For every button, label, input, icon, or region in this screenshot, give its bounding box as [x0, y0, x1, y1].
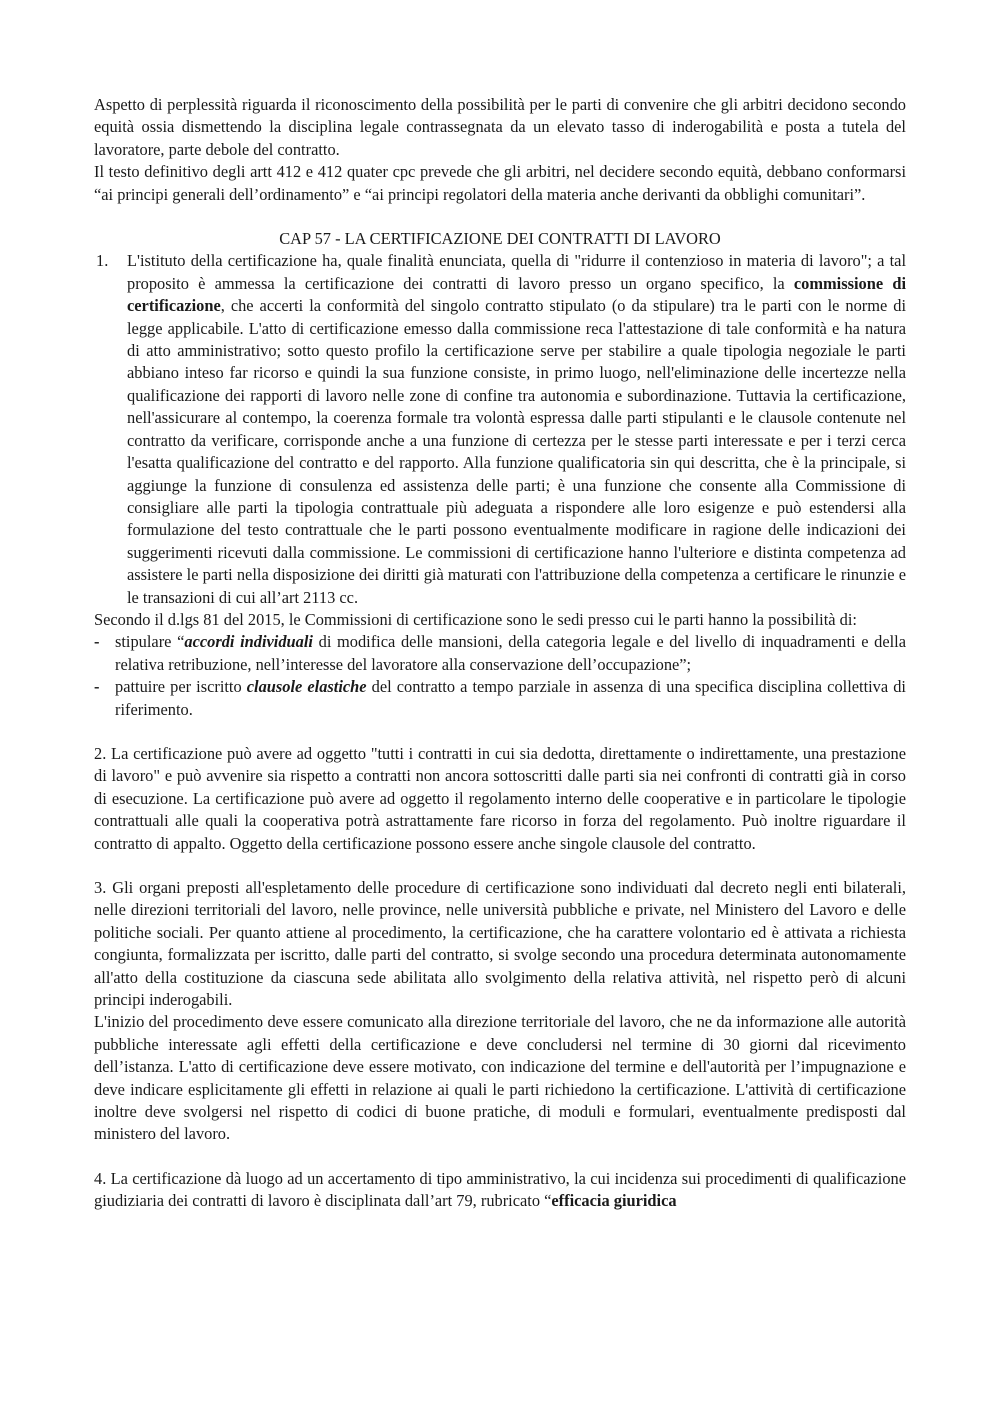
- dlgs-item-2-emphasis: clausole elastiche: [246, 677, 367, 697]
- section-2-paragraph: 2. La certificazione può avere ad oggetto "tutti i contratti in cui sia dedotta, direttamente o indirettamente, una prestazione di lavoro" e può avvenire sia rispetto a contratti non ancora sottoscritti dalle parti sia nei confronti di contratti già in corso di esecuzione. La certificazione può avere ad oggetto il regolamento interno delle cooperative e in particolare le tipologie contrattuali alle quali la cooperativa potrà astrattamente fare ricorso in forza del regolamento. Può inoltre riguardare il contratto di appalto. Oggetto della certificazione possono essere anche singole clausole del contratto.: [94, 743, 906, 853]
- dlgs-item-1-emphasis: accordi individuali: [184, 632, 313, 652]
- spacer: [94, 206, 906, 228]
- spacer: [94, 1146, 906, 1168]
- section-1-number: 1.: [96, 251, 109, 271]
- dlgs-item-1-after: di modifica delle mansioni, della categoria legale e del livello di inquadramenti e della relativa retribuzione, nell’interesse del lavoratore alla conservazione dell’occupazione”;: [115, 632, 906, 674]
- chapter-title: CAP 57 - LA CERTIFICAZIONE DEI CONTRATTI DI LAVORO: [279, 229, 721, 249]
- section-1-text-after: , che accerti la conformità del singolo contratto stipulato (o da stipulare) tra le parti con le norme di legge applicabile. L'atto di certificazione emesso dalla commissione reca l'attestazione di tale conformità e ha natura di atto amministrativo; sotto questo profilo la certificazione serve per stabilire a quale tipologia negoziale le parti abbiano inteso far ricorso e quindi la sua funzione consiste, in primo luogo, nell'eliminazione delle incertezze nella qualificazione dei rapporti di lavoro nelle zone di confine tra autonomia e subordinazione. Tuttavia la certificazione, nell'assicurare al contempo, la coerenza formale tra volontà espressa dalle parti stipulanti e le clausole contenute nel contratto da verificare, corrisponde anche a una funzione di certezza per le stesse parti interessate e per i terzi cerca l'esatta qualificazione del contratto e del rapporto. Alla funzione qualificatoria sin qui descritta, che è la principale, si aggiunge la funzione di consulenza ed assistenza delle parti; è una funzione che consente alla Commissione di consigliare alle parti la tipologia contrattuale più adeguata a rispondere alle loro esigenze e può estendersi alla formulazione del testo contrattuale che le parti possono eventualmente modificare in ragione delle indicazioni dei suggerimenti ricevuti dalla commissione. Le commissioni di certificazione hanno l'ulteriore e distinta competenza ad assistere le parti nella disposizione dei diritti già maturati con l'attribuzione della competenza a certificare le rinunzie e le transazioni di cui all’art 2113 cc.: [127, 296, 906, 607]
- section-4-paragraph: [94, 1168, 906, 1213]
- dlgs-list-item-1: [94, 631, 906, 676]
- intro-paragraph-2: Il testo definitivo degli artt 412 e 412 quater cpc prevede che gli arbitri, nel decidere secondo equità, debbano conformarsi “ai principi generali dell’ordinamento” e “ai principi regolatori della materia anche derivanti da obblighi comunitari”.: [94, 162, 906, 204]
- dlgs-list-item-2-text: [115, 676, 906, 721]
- list-dash: -: [94, 677, 100, 697]
- section-3-paragraph-2: L'inizio del procedimento deve essere comunicato alla direzione territoriale del lavoro, che ne da informazione alle autorità pubbliche interessate agli effetti della certificazione e deve concludersi nel termine di 30 giorni dal ricevimento dell’istanza. L'atto di certificazione deve essere motivato, con indicazione del termine e dell'autorità per l’impugnazione e deve indicare esplicitamente gli effetti in relazione ai quali le parti richiedono la certificazione. L'attività di certificazione inoltre deve svolgersi nel rispetto di codici di buone pratiche, di moduli e formulari, eventualmente predisposti dal ministero del lavoro.: [94, 1012, 906, 1144]
- dlgs-intro: Secondo il d.lgs 81 del 2015, le Commissioni di certificazione sono le sedi presso cui le parti hanno la possibilità di:: [94, 609, 857, 629]
- spacer: [94, 721, 906, 743]
- dlgs-item-2-before: pattuire per iscritto: [115, 677, 247, 697]
- section-1-bold-term: commissione di certificazione: [127, 273, 907, 316]
- dlgs-list-item-1-text: [115, 631, 906, 676]
- section-4-bold-term: efficacia giuridica: [551, 1191, 677, 1211]
- section-1-text-before: L'istituto della certificazione ha, quale finalità enunciata, quella di "ridurre il contenzioso in materia di lavoro"; a tal proposito è ammessa la certificazione dei contratti di lavoro presso un organo specifico, la: [127, 251, 906, 293]
- section-1-text: [127, 250, 906, 609]
- dlgs-item-1-before: stipulare “: [115, 632, 185, 652]
- list-dash: -: [94, 632, 100, 652]
- spacer: [94, 855, 906, 877]
- section-1: [94, 250, 906, 609]
- section-3-paragraph-1: 3. Gli organi preposti all'espletamento delle procedure di certificazione sono individuati dal decreto negli enti bilaterali, nelle direzioni territoriali del lavoro, nelle province, nelle università pubbliche e private, nel Ministero del Lavoro e delle politiche sociali. Per quanto attiene al procedimento, la certificazione, che ha carattere volontario ed è attivata a richiesta congiunta, formalizzata per iscritto, dalle parti del contratto, si svolge secondo una procedura determinata autonomamente all'atto della costituzione da ciascuna sede abilitata allo svolgimento della relativa attività, nel rispetto però di alcuni principi inderogabili.: [94, 878, 906, 1010]
- dlgs-list-item-2: [94, 676, 906, 721]
- intro-paragraph-1: Aspetto di perplessità riguarda il riconoscimento della possibilità per le parti di convenire che gli arbitri decidono secondo equità ossia dismettendo la disciplina legale contrassegnata da un elevato tasso di inderogabilità e posta a tutela del lavoratore, parte debole del contratto.: [94, 95, 906, 159]
- section-4-text-before: 4. La certificazione dà luogo ad un accertamento di tipo amministrativo, la cui incidenza sui procedimenti di qualificazione giudiziaria dei contratti di lavoro è disciplinata dall’art 79, rubricato “: [94, 1168, 906, 1211]
- dlgs-item-2-after: del contratto a tempo parziale in assenza di una specifica disciplina collettiva di riferimento.: [115, 677, 906, 719]
